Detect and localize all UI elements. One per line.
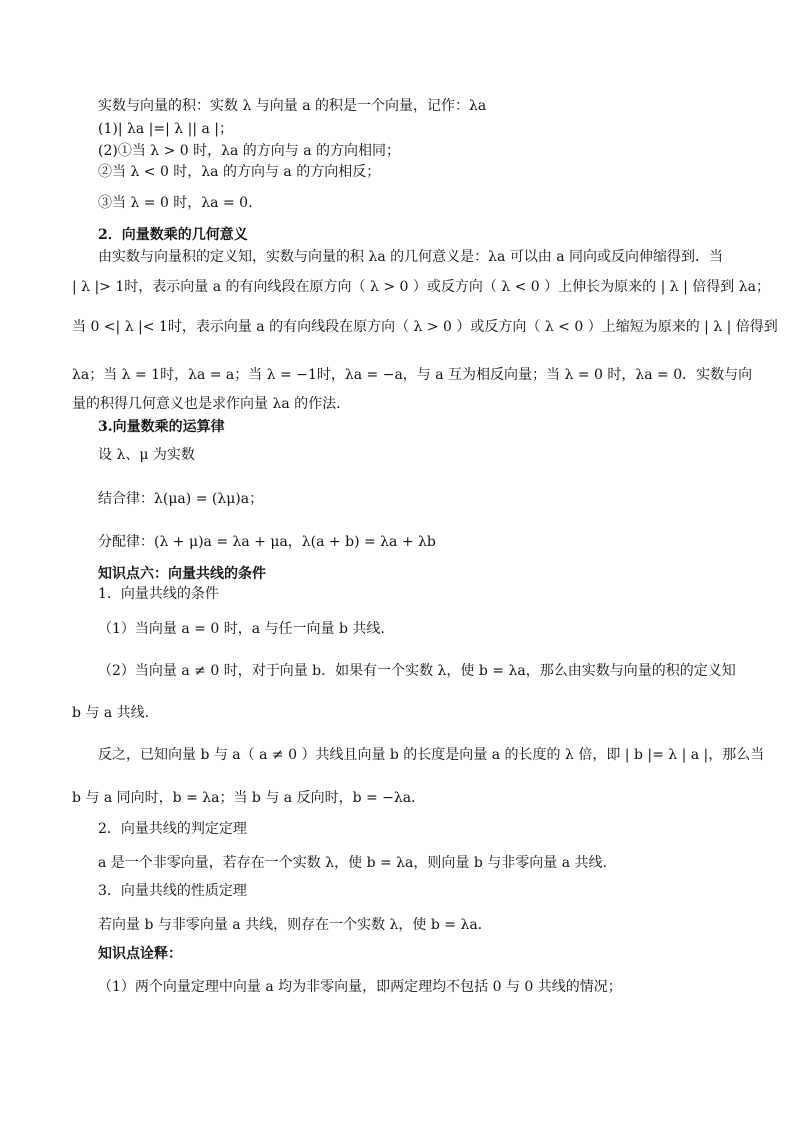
collinear-case-1: （1）当向量 a = 0 时，a 与任一向量 b 共线. [98, 621, 385, 637]
collinear-case-2-cont: b 与 a 共线. [72, 705, 150, 721]
let-lambda-mu: 设 λ、μ 为实数 [98, 447, 195, 463]
property-magnitude: (1)| λa |=| λ || a |； [98, 121, 234, 137]
property-theorem: 若向量 b 与非零向量 a 共线，则存在一个实数 λ，使 b = λa． [98, 917, 492, 933]
paragraph-line: 由实数与向量积的定义知，实数与向量的积 λa 的几何意义是：λa 可以由 a 同向或反向伸缩得到．当 [98, 249, 724, 265]
property-zero-lambda: ③当 λ = 0 时，λa = 0. [98, 195, 253, 211]
scalar-product-definition: 实数与向量的积：实数 λ 与向量 a 的积是一个向量，记作：λa [98, 98, 487, 114]
converse-paragraph: 反之，已知向量 b 与 a（ a ≠ 0 ）共线且向量 b 的长度是向量 a 的长度的 λ 倍，即 | b |= λ | a |，那么当 [98, 747, 765, 763]
distributive-law: 分配律：(λ + μ)a = λa + μa，λ(a + b) = λa + λb [98, 534, 436, 550]
section-heading-geometric-meaning: 2．向量数乘的几何意义 [98, 227, 248, 243]
section-heading-explanation: 知识点诠释： [98, 946, 182, 962]
property-positive-lambda: (2)①当 λ > 0 时，λa 的方向与 a 的方向相同； [98, 143, 401, 159]
paragraph-line: 量的积得几何意义也是求作向量 λa 的作法． [72, 396, 351, 412]
property-negative-lambda: ②当 λ < 0 时，λa 的方向与 a 的方向相反； [98, 164, 381, 180]
paragraph-line: | λ |> 1时，表示向量 a 的有向线段在原方向（ λ > 0 ）或反方向（ λ < 0 ）上伸长为原来的 | λ | 倍得到 λa； [72, 279, 770, 295]
paragraph-line: λa；当 λ = 1时，λa = a；当 λ = −1时，λa = −a，与 a 互为相反向量；当 λ = 0 时，λa = 0．实数与向 [72, 367, 753, 383]
determination-theorem: a 是一个非零向量，若存在一个实数 λ，使 b = λa，则向量 b 与非零向量 a 共线. [98, 855, 607, 871]
subheading-determination-theorem: 2．向量共线的判定定理 [98, 821, 247, 837]
paragraph-line: 当 0 <| λ |< 1时，表示向量 a 的有向线段在原方向（ λ > 0 ）或反方向（ λ < 0 ）上缩短为原来的 | λ | 倍得到 [72, 319, 778, 335]
subheading-collinear-condition: 1．向量共线的条件 [98, 586, 219, 602]
converse-paragraph-cont: b 与 a 同向时，b = λa；当 b 与 a 反向时，b = −λa． [72, 790, 426, 806]
section-heading-collinear-condition: 知识点六：向量共线的条件 [98, 566, 266, 582]
explanation-item-1: （1）两个向量定理中向量 a 均为非零向量，即两定理均不包括 0 与 0 共线的情况； [98, 979, 622, 995]
subheading-property-theorem: 3．向量共线的性质定理 [98, 883, 247, 899]
associative-law: 结合律：λ(μa) = (λμ)a； [98, 491, 264, 507]
collinear-case-2: （2）当向量 a ≠ 0 时，对于向量 b．如果有一个实数 λ，使 b = λa，那么由实数与向量的积的定义知 [98, 663, 736, 679]
section-heading-operation-laws: 3.向量数乘的运算律 [98, 419, 225, 435]
